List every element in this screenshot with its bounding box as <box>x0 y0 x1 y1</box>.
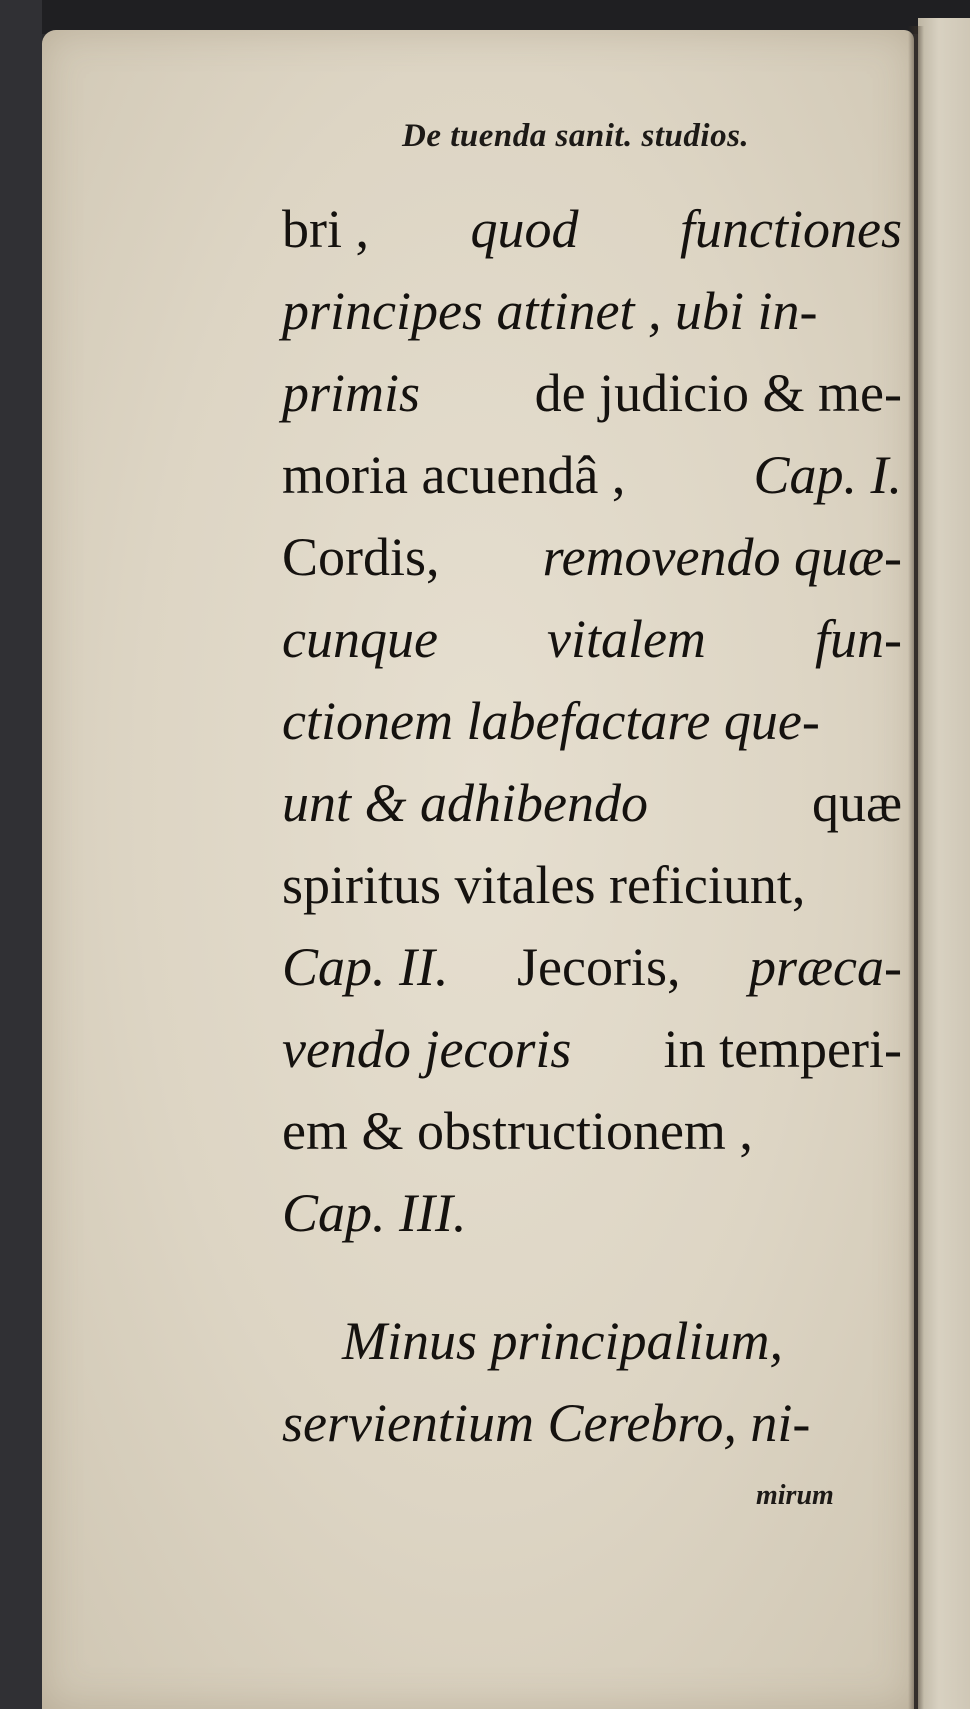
italic-run: cunque <box>282 609 438 669</box>
scan-top-edge <box>0 0 970 34</box>
text-line <box>282 434 902 516</box>
text-line <box>282 1300 902 1382</box>
roman-run: moria acuendâ , <box>282 445 626 505</box>
italic-run: Cap. I. <box>753 445 902 505</box>
text-line <box>282 516 902 598</box>
italic-run: functiones <box>680 199 902 259</box>
text-line <box>282 844 902 926</box>
italic-run: fun- <box>814 609 902 669</box>
roman-run: in temperi- <box>663 1019 902 1079</box>
italic-run: vitalem <box>546 609 706 669</box>
catchword: mirum <box>756 1480 834 1511</box>
gutter-shadow <box>908 26 924 1709</box>
italic-run: principes attinet , ubi in- <box>282 281 818 341</box>
italic-run: servientium Cerebro, ni- <box>282 1393 811 1453</box>
roman-run: quæ <box>811 773 902 833</box>
italic-run: Cap. II. <box>282 937 449 997</box>
running-head: De tuenda sanit. studios. <box>402 118 750 154</box>
body-text <box>282 188 902 1464</box>
roman-run: bri , <box>282 199 369 259</box>
text-line <box>282 926 902 1008</box>
adjacent-page-edge <box>918 18 970 1709</box>
roman-run: em & obstructionem , <box>282 1101 753 1161</box>
paragraph-gap <box>282 1254 902 1300</box>
text-line <box>282 1172 902 1254</box>
italic-run: præca- <box>749 937 902 997</box>
text-line <box>282 270 902 352</box>
roman-run: Jecoris, <box>517 937 681 997</box>
italic-run: vendo jecoris <box>282 1019 572 1079</box>
text-line <box>282 352 902 434</box>
roman-run: de judicio & me- <box>534 363 902 423</box>
text-line <box>282 188 902 270</box>
italic-run: Minus principalium, <box>342 1311 783 1371</box>
text-line <box>282 680 902 762</box>
italic-run: ctionem labefactare que- <box>282 691 820 751</box>
italic-run: unt & adhibendo <box>282 773 648 833</box>
italic-run: primis <box>282 363 421 423</box>
text-line <box>282 1008 902 1090</box>
main-lines <box>282 188 902 1254</box>
scan-left-edge <box>0 0 42 1709</box>
italic-run: removendo quæ- <box>542 527 902 587</box>
second-paragraph <box>282 1300 902 1464</box>
text-line <box>282 762 902 844</box>
roman-run: Cordis, <box>282 527 440 587</box>
text-line <box>282 1090 902 1172</box>
text-line <box>282 1382 902 1464</box>
italic-run: Cap. III. <box>282 1183 467 1243</box>
text-line <box>282 598 902 680</box>
italic-run: quod <box>470 199 579 259</box>
roman-run: spiritus vitales reficiunt, <box>282 855 806 915</box>
